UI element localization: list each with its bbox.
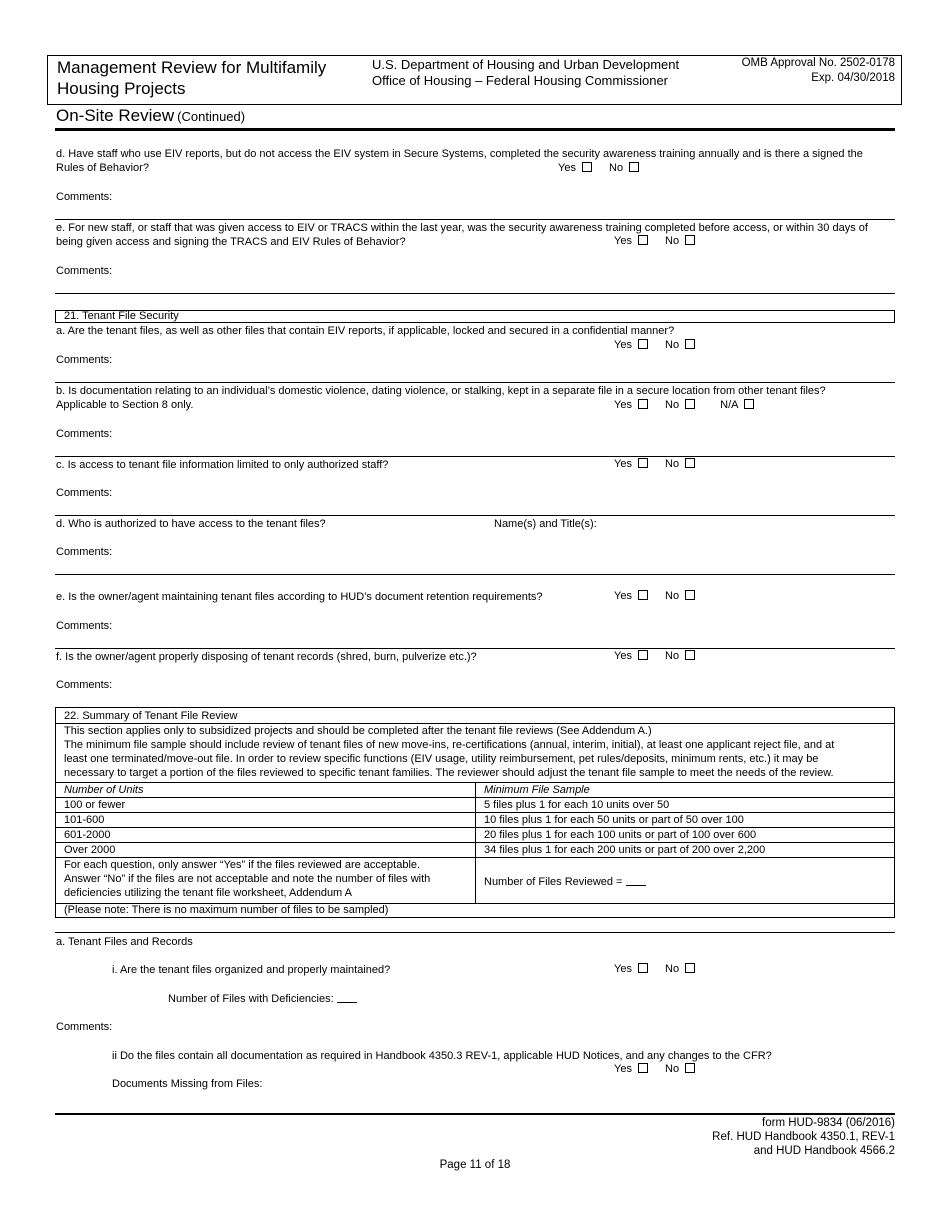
divider [55,932,895,933]
footer-form-info [712,1116,895,1158]
answer-22a-ii [614,1063,695,1075]
no-label: No [609,162,624,174]
no-checkbox[interactable] [685,399,695,409]
na-checkbox[interactable] [744,399,754,409]
files-reviewed [484,875,646,889]
question-21f: f. Is the owner/agent properly disposing of tenant records (shred, burn, pulverize etc.)? [56,651,477,663]
omb-approval: OMB Approval No. 2502-0178 [741,57,895,69]
column-header-units: Number of Units [64,784,144,796]
question-22a-i: i. Are the tenant files organized and properly maintained? [112,964,391,976]
comments-label: Comments: [56,265,113,277]
comments-label: Comments: [56,620,113,632]
no-checkbox[interactable] [685,650,695,660]
divider [56,842,894,843]
instructions-line3: deficiencies utilizing the tenant file worksheet, Addendum A [64,887,353,899]
yes-label: Yes [614,1063,632,1075]
question-22a-ii: ii Do the files contain all documentation as required in Handbook 4350.3 REV-1, applicable HUD Notices, and any changes to the CFR? [112,1050,772,1062]
no-label: No [665,235,680,247]
divider [56,827,894,828]
section-heading [56,106,245,126]
form-title-line1: Management Review for Multifamily [57,58,327,77]
comments-label: Comments: [56,191,113,203]
section-22-intro [64,724,890,780]
handbook-ref-2: and HUD Handbook 4566.2 [753,1145,895,1157]
yes-checkbox[interactable] [638,963,648,973]
deficiencies-field [168,992,357,1006]
question-20e-line2: being given access and signing the TRACS and EIV Rules of Behavior? [56,236,406,248]
units-cell: 101-600 [64,814,105,826]
no-checkbox[interactable] [629,162,639,172]
divider [55,648,895,649]
deficiencies-label: Number of Files with Deficiencies: [168,993,334,1005]
no-checkbox[interactable] [685,963,695,973]
form-title-line2: Housing Projects [57,79,186,98]
answer-21f [614,650,695,662]
question-21c: c. Is access to tenant file information limited to only authorized staff? [56,459,389,471]
no-label: No [665,963,680,975]
divider [55,574,895,575]
section-subtitle: (Continued) [177,109,246,124]
answer-20d [558,162,639,174]
yes-label: Yes [614,590,632,602]
sample-cell: 20 files plus 1 for each 100 units or part of 100 over 600 [484,829,757,841]
divider [55,382,895,383]
section-title: On-Site Review [56,106,175,125]
answer-instructions [64,858,469,900]
no-label: No [665,458,680,470]
question-20d-line1: d. Have staff who use EIV reports, but do not access the EIV system in Secure Systems, completed the security awareness training annually and is there a signed the [56,148,863,160]
yes-label: Yes [614,963,632,975]
files-reviewed-input[interactable] [626,875,646,886]
form-number: form HUD-9834 (06/2016) [762,1117,895,1129]
instructions-line1: For each question, only answer “Yes” if the files reviewed are acceptable. [64,859,421,871]
page-number: Page 11 of 18 [439,1159,511,1171]
answer-21a [614,339,695,351]
section-22-title: 22. Summary of Tenant File Review [64,710,238,722]
column-header-sample: Minimum File Sample [484,784,590,796]
sample-cell: 5 files plus 1 for each 10 units over 50 [484,799,670,811]
comments-label: Comments: [56,487,113,499]
handbook-ref-1: Ref. HUD Handbook 4350.1, REV-1 [712,1131,895,1143]
divider [55,456,895,457]
comments-label: Comments: [56,354,113,366]
divider [56,812,894,813]
no-label: No [665,339,680,351]
comments-label: Comments: [56,546,113,558]
sample-cell: 34 files plus 1 for each 200 units or part of 200 over 2,200 [484,844,766,856]
question-20d-line2: Rules of Behavior? [56,162,149,174]
no-label: No [665,399,680,411]
answer-21b [614,399,754,411]
no-label: No [665,650,680,662]
instructions-line2: Answer “No” if the files are not acceptable and note the number of files with [64,873,431,885]
yes-label: Yes [614,650,632,662]
summary-table [55,707,895,918]
yes-checkbox[interactable] [582,162,592,172]
sample-note: (Please note: There is no maximum number of files to be sampled) [64,904,389,916]
deficiencies-input[interactable] [337,992,357,1003]
answer-20e [614,235,695,247]
expiration-date: Exp. 04/30/2018 [811,72,895,84]
units-cell: Over 2000 [64,844,116,856]
question-21b-line1: b. Is documentation relating to an individual’s domestic violence, dating violence, or stalking, kept in a separate file in a secure location from other tenant files? [56,385,826,397]
na-label: N/A [720,399,739,411]
yes-label: Yes [558,162,576,174]
no-checkbox[interactable] [685,590,695,600]
files-reviewed-label: Number of Files Reviewed = [484,876,623,888]
divider [55,219,895,220]
yes-label: Yes [614,339,632,351]
question-21a: a. Are the tenant files, as well as other files that contain EIV reports, if applicable, locked and secured in a confidential manner? [56,325,675,337]
question-20e-line1: e. For new staff, or staff that was given access to EIV or TRACS within the last year, was the security awareness training completed before access, or within 30 days of [56,222,868,234]
yes-checkbox[interactable] [638,650,648,660]
header-rule [55,128,895,131]
question-20d [56,147,896,175]
documents-missing-label: Documents Missing from Files: [112,1078,263,1090]
footer-rule [55,1113,895,1115]
section-21-title: 21. Tenant File Security [55,310,895,323]
intro-line4: necessary to target a portion of the files reviewed to specific tenant families. The reviewer should adjust the tenant file sample to meet the needs of the review. [64,767,834,779]
yes-label: Yes [614,235,632,247]
question-22a-title: a. Tenant Files and Records [56,936,193,948]
question-21b [56,384,896,412]
comments-label: Comments: [56,428,113,440]
yes-checkbox[interactable] [638,590,648,600]
answer-22a-i [614,963,695,975]
yes-label: Yes [614,458,632,470]
divider [55,515,895,516]
comments-label: Comments: [56,1021,113,1033]
names-titles-label: Name(s) and Title(s): [494,518,597,530]
answer-21e [614,590,695,602]
question-21d: d. Who is authorized to have access to the tenant files? [56,518,326,530]
divider [55,293,895,294]
no-label: No [665,590,680,602]
intro-line1: This section applies only to subsidized projects and should be completed after the tenant file reviews (See Addendum A.) [64,725,652,737]
no-label: No [665,1063,680,1075]
department-block [372,57,679,89]
no-checkbox[interactable] [685,339,695,349]
answer-21c [614,458,695,470]
department-name: U.S. Department of Housing and Urban Development [372,57,680,72]
yes-checkbox[interactable] [638,235,648,245]
question-21b-line2: Applicable to Section 8 only. [56,399,194,411]
no-checkbox[interactable] [685,235,695,245]
yes-label: Yes [614,399,632,411]
omb-block [742,56,895,86]
office-name: Office of Housing – Federal Housing Commissioner [372,73,669,88]
intro-line3: least one terminated/move-out file. In order to review specific functions (EIV usage, utility reimbursement, pet rules/deposits, minimum rents, etc.) it may be [64,753,819,765]
intro-line2: The minimum file sample should include review of tenant files of new move-ins, re-certifications (annual, interim, initial), at least one applicant reject file, and at [64,739,835,751]
yes-checkbox[interactable] [638,399,648,409]
yes-checkbox[interactable] [638,458,648,468]
units-cell: 100 or fewer [64,799,126,811]
question-20e [56,221,898,249]
comments-label: Comments: [56,679,113,691]
yes-checkbox[interactable] [638,339,648,349]
question-21e: e. Is the owner/agent maintaining tenant files according to HUD’s document retention requirements? [56,591,543,603]
no-checkbox[interactable] [685,1063,695,1073]
sample-cell: 10 files plus 1 for each 50 units or part of 50 over 100 [484,814,744,826]
units-cell: 601-2000 [64,829,111,841]
no-checkbox[interactable] [685,458,695,468]
form-title [57,57,326,99]
yes-checkbox[interactable] [638,1063,648,1073]
